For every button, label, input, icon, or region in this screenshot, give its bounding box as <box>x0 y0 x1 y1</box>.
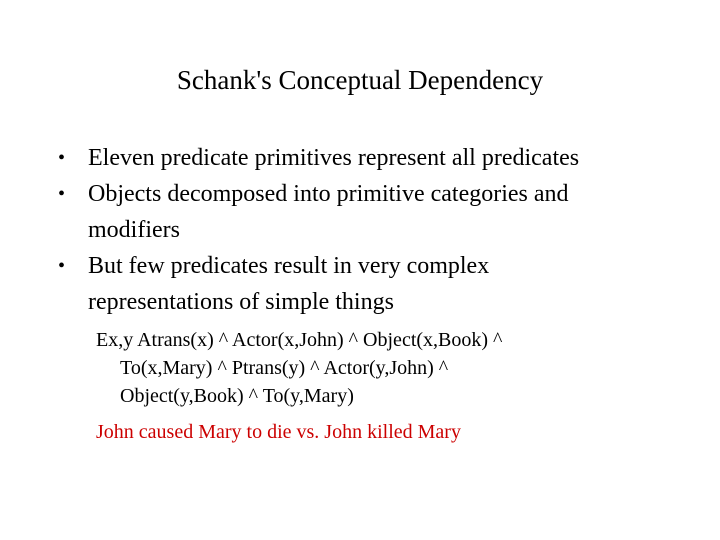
example-line-continued: Object(y,Book) ^ To(y,Mary) <box>120 385 354 407</box>
example-formula <box>96 326 696 410</box>
bullet-text-continued: representations of simple things <box>88 289 394 315</box>
bullet-text: But few predicates result in very complex <box>88 253 490 279</box>
bullet-item-complexity <box>58 248 698 320</box>
bullet-list <box>58 140 698 320</box>
bullet-text: Eleven predicate primitives represent all predicates <box>88 145 580 171</box>
bullet-text: Objects decomposed into primitive categories and <box>88 181 569 207</box>
bullet-item-objects <box>58 176 698 248</box>
bullet-item-primitives <box>58 140 698 176</box>
bullet-text-continued: modifiers <box>88 217 180 243</box>
bullet-dot-icon: • <box>58 147 66 169</box>
example-line-continued: To(x,Mary) ^ Ptrans(y) ^ Actor(y,John) ^ <box>120 357 449 379</box>
bullet-dot-icon: • <box>58 255 66 277</box>
example-line: Ex,y Atrans(x) ^ Actor(x,John) ^ Object(x,Book) ^ <box>96 329 503 351</box>
contrast-example: John caused Mary to die vs. John killed Mary <box>96 421 461 443</box>
slide-title: Schank's Conceptual Dependency <box>176 65 544 95</box>
bullet-dot-icon: • <box>58 183 66 205</box>
